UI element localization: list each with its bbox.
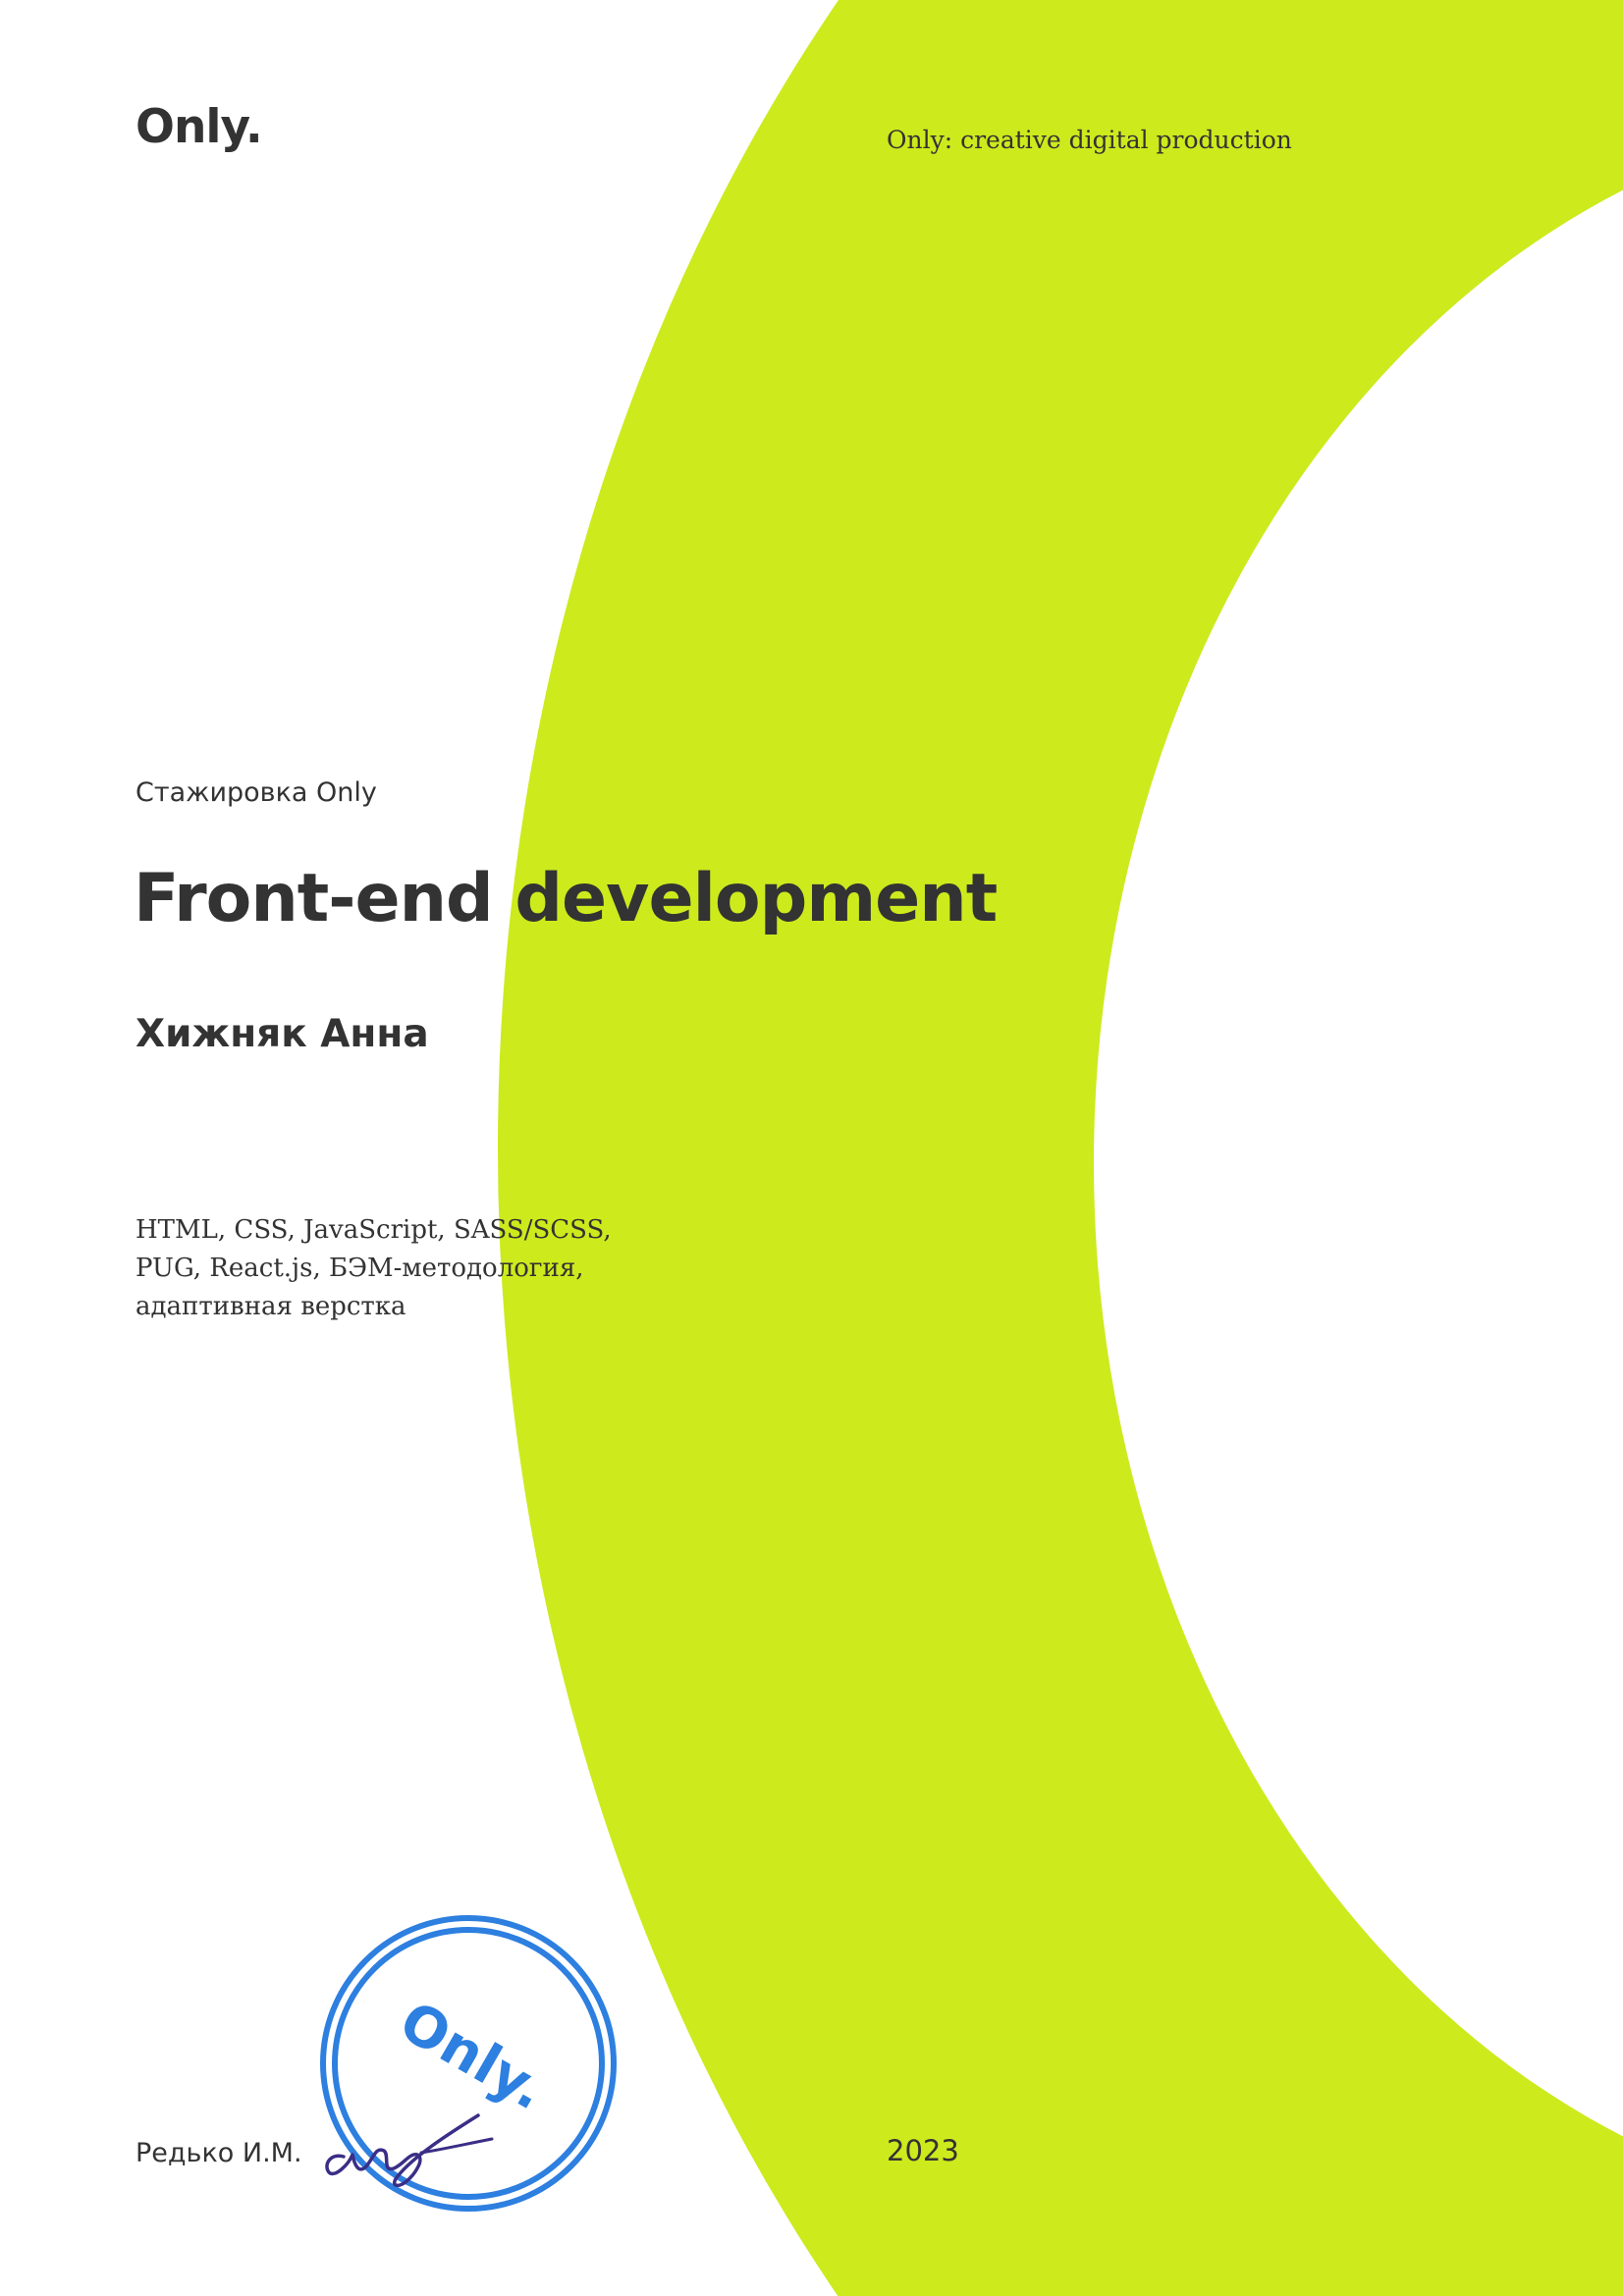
brand-logo: Only.	[135, 100, 262, 154]
tagline: Only: creative digital production	[887, 126, 1292, 154]
skills-line: HTML, CSS, JavaScript, SASS/SCSS,	[135, 1215, 612, 1245]
issue-year: 2023	[887, 2134, 959, 2167]
signer-name: Редько И.М.	[135, 2138, 302, 2168]
course-title: Front-end development	[134, 860, 998, 937]
stamp-text: Only.	[389, 1989, 557, 2123]
ring-shape	[498, 0, 1623, 2296]
student-name: Хижняк Анна	[135, 1012, 429, 1056]
skills-line: PUG, React.js, БЭМ-методология,	[135, 1254, 584, 1283]
handwritten-signature	[319, 2096, 501, 2189]
skills-list	[135, 1211, 646, 1326]
skills-line: адаптивная верстка	[135, 1292, 406, 1321]
program-label: Стажировка Only	[135, 777, 377, 808]
